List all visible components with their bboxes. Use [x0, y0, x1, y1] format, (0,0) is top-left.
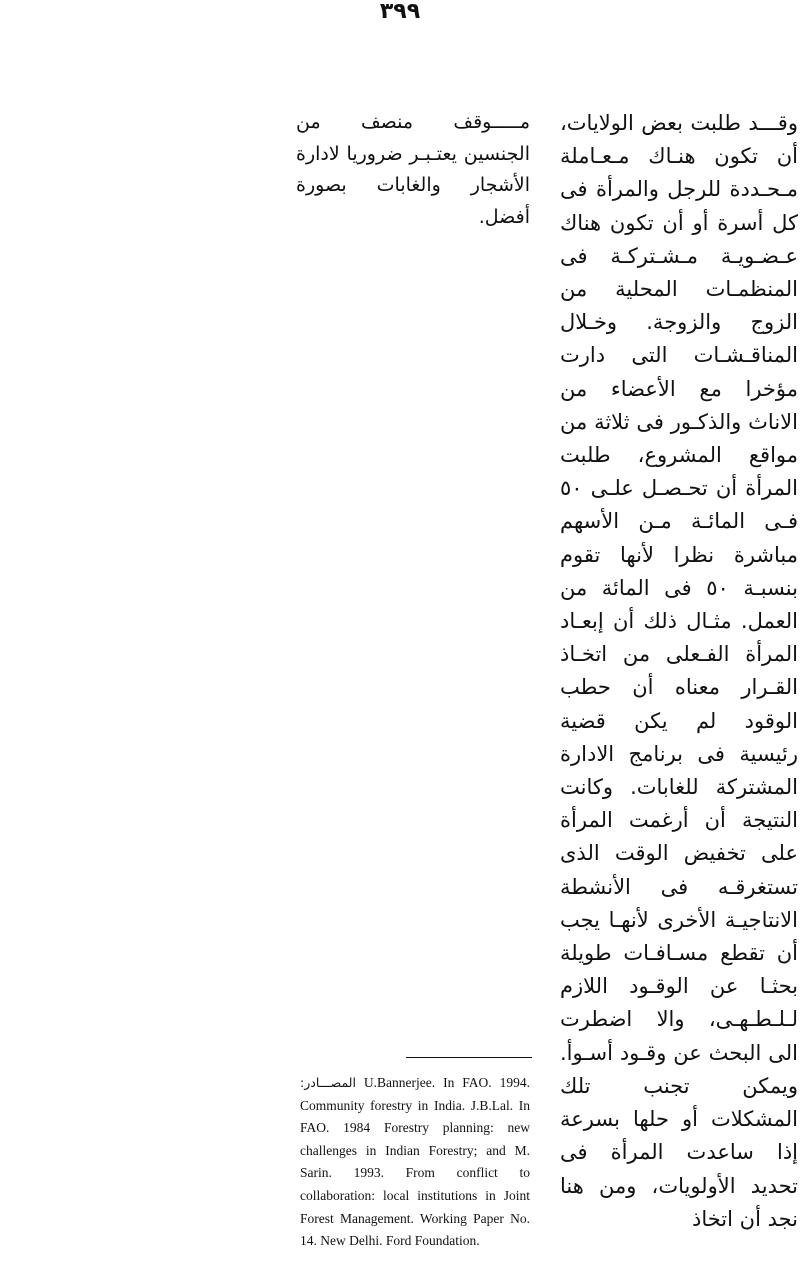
footnote-divider [406, 1057, 532, 1058]
continuation-text-column [296, 107, 530, 233]
continuation-paragraph: مـــــوقف منصف من الجنسين يعتـبـر ضروريا لادارة الأشجار والغابات بصورة أفضل. [296, 111, 530, 228]
main-paragraph: وقـــد طلبت بعض الولايات، أن تكون هنـاك مـعـاملة مـحـددة للرجل والمرأة فى كل أسرة أو أن تكون هناك عـضـويـة مـشـتركـة فى المنظمـات المحلية من الزوج والزوجة. وخـلال المناقـشـات التى دارت مؤخرا مع الأعضاء من الاناث والذكـور فى ثلاثة من مواقع المشروع، طلبت المرأة أن تحـصـل علـى ٥٠ فـى المائـة مـن الأسهم مباشرة نظرا لأنها تقوم بنسبـة ٥٠ فى المائة من العمل. مثـال ذلك أن إبعـاد المرأة الفـعلى من اتخـاذ القـرار معناه أن حطب الوقود لم يكن قضية رئيسية فى برنامج الادارة المشتركة للغابات. وكانت النتيجة أن أرغمت المرأة على تخفيض الوقت الذى تستغرقـه فى الأنشطة الانتاجيـة الأخرى لأنهـا يجب أن تقطع مسـافـات طويلة بحثـا عن الوقـود اللازم لـلـطـهـى، والا اضطرت الى البحث عن وقـود أسـوأ. ويمكن تجنب تلك المشكلات أو حلها بسرعة إذا ساعدت المرأة فى تحديد الأولويات، ومن هنا نجد أن اتخاذ [560, 111, 798, 1231]
footnote-sources-label: المصـــادر: [300, 1075, 356, 1090]
main-text-column [560, 107, 798, 1236]
page-number: ٣٩٩ [379, 0, 421, 24]
footnote [300, 1072, 530, 1253]
footnote-sources-text: U.Bannerjee. In FAO. 1994. Community forestry in India. J.B.Lal. In FAO. 1984 Forestry planning: new challenges in Indian Forestry; and M. Sarin. 1993. From conflict to collaboration: local institutions in Joint Forest Management. Working Paper No. 14. New Delhi. Ford Foundation. [300, 1075, 530, 1249]
